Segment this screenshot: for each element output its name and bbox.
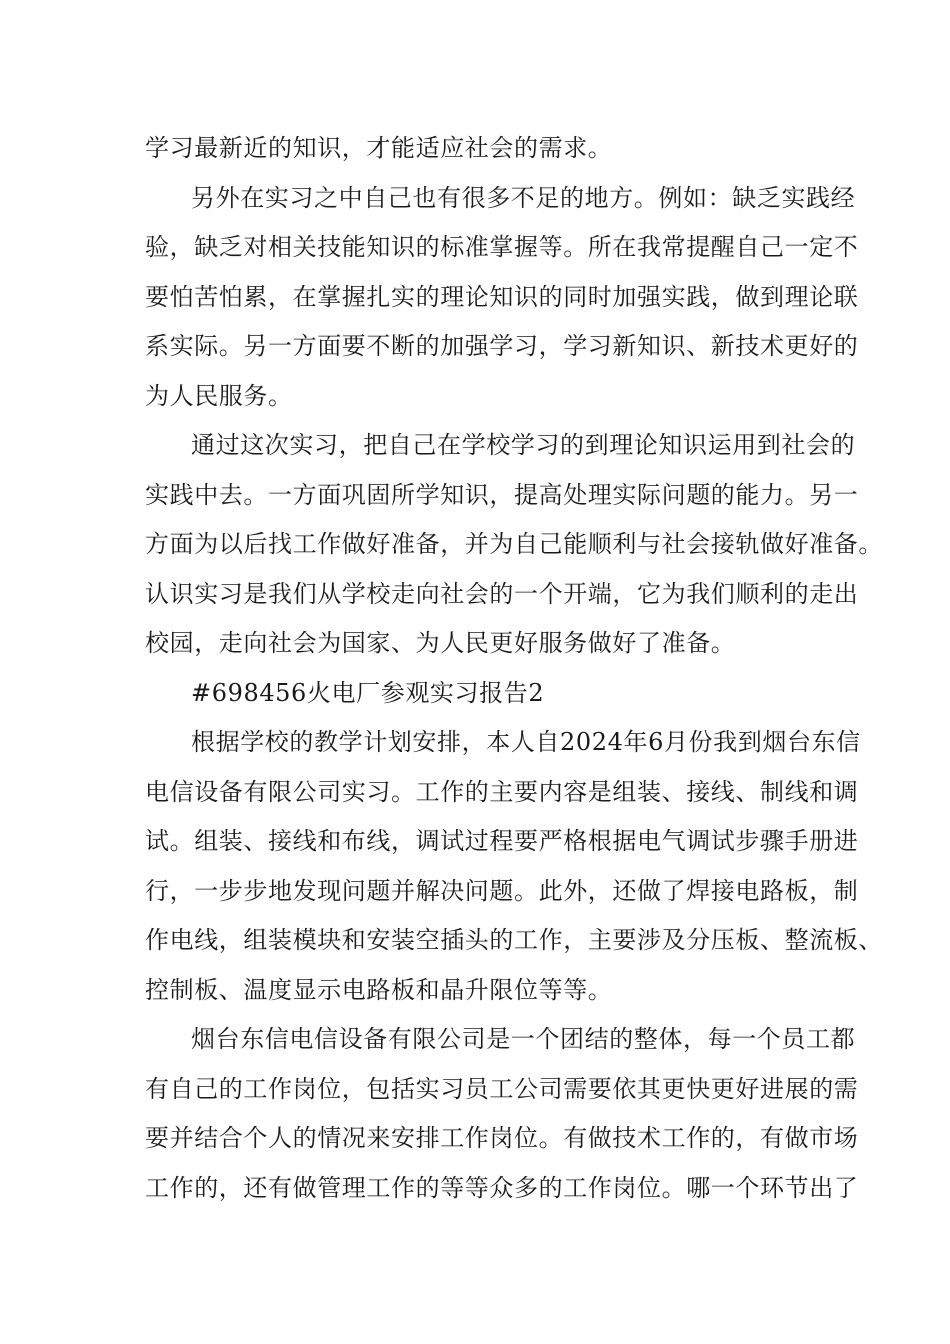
paragraph-line: 要并结合个人的情况来安排工作岗位。有做技术工作的，有做市场 — [145, 1124, 859, 1152]
paragraph-line: 作电线，组装模块和安装空插头的工作，主要涉及分压板、整流板、 — [145, 926, 883, 954]
paragraph-line: 认识实习是我们从学校走向社会的一个开端，它为我们顺利的走出 — [145, 579, 859, 608]
paragraph-line: 试。组装、接线和布线，调试过程要严格根据电气调试步骤手册进 — [145, 827, 859, 855]
body-text — [145, 124, 883, 1213]
paragraph-line: 通过这次实习，把自己在学校学习的到理论知识运用到社会的 — [191, 431, 856, 459]
paragraph-line: 要怕苦怕累，在掌握扎实的理论知识的同时加强实践，做到理论联 — [145, 282, 859, 311]
paragraph-line: 校园，走向社会为国家、为人民更好服务做好了准备。 — [145, 629, 736, 657]
paragraph-line: 电信设备有限公司实习。工作的主要内容是组装、接线、制线和调 — [145, 777, 859, 806]
paragraph-line: 控制板、温度显示电路板和晶升限位等等。 — [145, 975, 613, 1004]
paragraph-line: 实践中去。一方面巩固所学知识，提高处理实际问题的能力。另一 — [145, 480, 859, 509]
paragraph-line: 有自己的工作岗位，包括实习员工公司需要依其更快更好进展的需 — [145, 1074, 859, 1103]
paragraph-line: 验，缺乏对相关技能知识的标准掌握等。所在我常提醒自己一定不 — [145, 233, 859, 261]
paragraph-line: 系实际。另一方面要不断的加强学习，学习新知识、新技术更好的 — [145, 332, 859, 360]
paragraph-line: 工作的，还有做管理工作的等等众多的工作岗位。哪一个环节出了 — [145, 1173, 859, 1202]
paragraph-line: 为人民服务。 — [145, 381, 293, 410]
paragraph-line: 另外在实习之中自己也有很多不足的地方。例如：缺乏实践经 — [191, 183, 856, 212]
paragraph-line: 学习最新近的知识，才能适应社会的需求。 — [145, 134, 613, 162]
paragraph-line: 根据学校的教学计划安排，本人自2024年6月份我到烟台东信 — [191, 728, 861, 756]
paragraph-line: 烟台东信电信设备有限公司是一个团结的整体，每一个员工都 — [191, 1025, 856, 1053]
paragraph-line: 行，一步步地发现问题并解决问题。此外，还做了焊接电路板，制 — [145, 876, 859, 905]
section-heading: #698456火电厂参观实习报告2 — [191, 678, 545, 707]
paragraph-line: 方面为以后找工作做好准备，并为自己能顺利与社会接轨做好准备。 — [145, 530, 883, 558]
